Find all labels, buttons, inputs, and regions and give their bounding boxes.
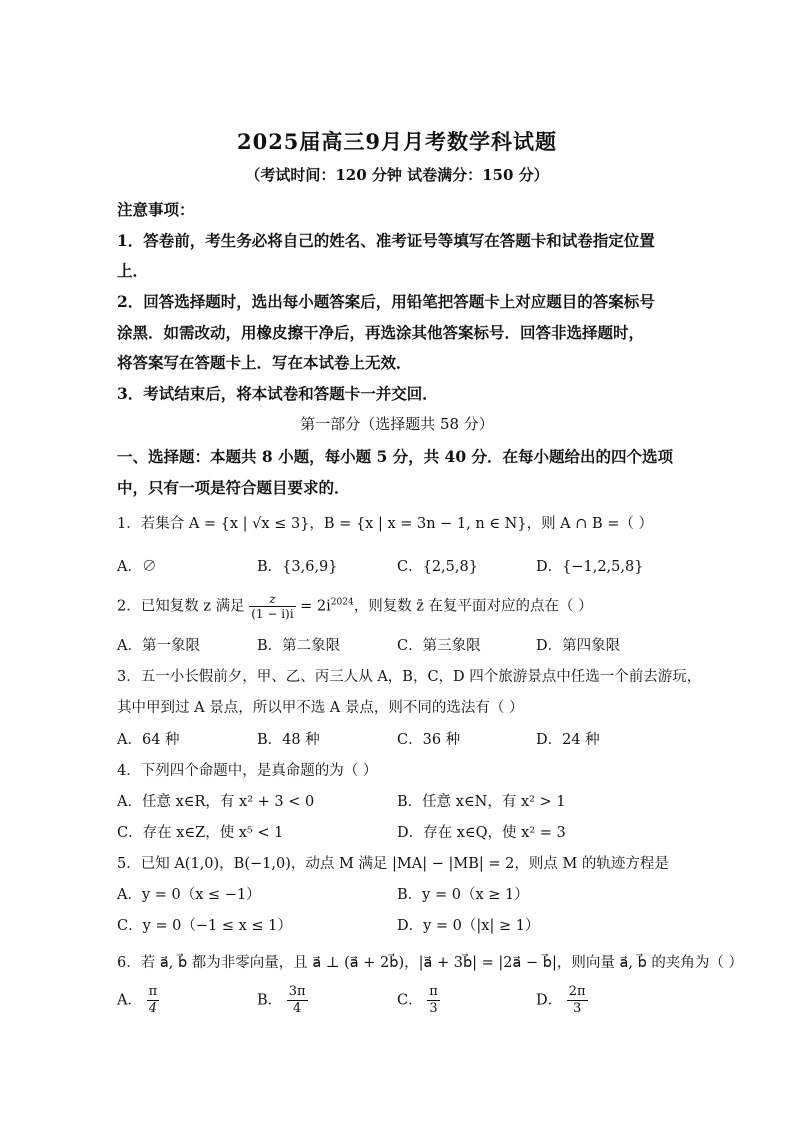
q2-stem xyxy=(117,592,593,621)
q6-a-num: π xyxy=(148,984,158,999)
note-1-line-1: 1．答卷前，考生务必将自己的姓名、准考证号等填写在答题卡和试卷指定位置 xyxy=(117,231,655,250)
q3-option-b: B．48 种 xyxy=(257,732,320,748)
q5-option-d: D．y = 0（|x| ≥ 1） xyxy=(397,918,540,934)
q1-stem: 1．若集合 A = {x | √x ≤ 3}，B = {x | x = 3n − 1, n ∈ N}，则 A ∩ B =（ ） xyxy=(117,516,654,532)
q6-b-num: 3π xyxy=(288,984,306,999)
q6-a-den: 4 xyxy=(148,1001,157,1016)
exam-title: 2025届高三9月月考数学科试题 xyxy=(236,129,558,154)
q6-option-b xyxy=(257,984,308,1017)
q2-option-a: A．第一象限 xyxy=(117,638,200,654)
q6-c-den: 3 xyxy=(429,1001,438,1016)
q4-option-a: A．任意 x∈R，有 x² + 3 < 0 xyxy=(117,794,315,810)
q4-stem: 4．下列四个命题中，是真命题的为（ ） xyxy=(117,763,378,779)
q3-option-a: A．64 种 xyxy=(117,732,180,748)
q6-c-num: π xyxy=(429,984,438,999)
q4-option-b: B．任意 x∈N，有 x² > 1 xyxy=(397,794,566,810)
q3-option-d: D．24 种 xyxy=(536,732,600,748)
exam-subtitle: （考试时间：120 分钟 试卷满分：150 分） xyxy=(245,166,549,184)
q6-option-b-label: B． xyxy=(257,992,283,1009)
q2-fraction xyxy=(249,592,295,621)
note-2-line-3: 将答案写在答题卡上．写在本试卷上无效． xyxy=(117,353,412,372)
q5-option-c: C．y = 0（−1 ≤ x ≤ 1） xyxy=(117,918,292,934)
q6-option-c-label: C． xyxy=(397,992,423,1009)
q6-option-c-fraction xyxy=(427,984,440,1017)
q6-option-d xyxy=(536,984,588,1017)
section-1-line-2: 中，只有一项是符合题目要求的． xyxy=(117,478,350,497)
q5-option-b: B．y = 0（x ≥ 1） xyxy=(397,887,529,903)
q6-option-d-label: D． xyxy=(536,992,563,1009)
q2-option-d: D．第四象限 xyxy=(536,638,621,654)
q4-option-d: D．存在 x∈Q，使 x² = 3 xyxy=(397,825,566,841)
q5-stem: 5．已知 A(1,0)，B(−1,0)，动点 M 满足 |MA| − |MB| = 2，则点 M 的轨迹方程是 xyxy=(117,856,669,872)
q1-option-c: C．{2,5,8} xyxy=(397,559,478,575)
note-3: 3．考试结束后，将本试卷和答题卡一并交回． xyxy=(117,384,438,403)
note-2-line-2: 涂黑．如需改动，用橡皮擦干净后，再选涂其他答案标号．回答非选择题时， xyxy=(117,323,645,342)
q6-d-num: 2π xyxy=(568,984,586,999)
q6-d-den: 3 xyxy=(573,1001,582,1016)
q2-exponent: 2024 xyxy=(330,597,354,608)
q2-frac-num: z xyxy=(249,592,295,607)
q6-b-den: 4 xyxy=(293,1001,302,1016)
q6-stem: 6．若 a⃗, b⃗ 都为非零向量，且 a⃗ ⊥ (a⃗ + 2b⃗)，|a⃗ + 3b⃗| = |2a⃗ − b⃗|，则向量 a⃗, b⃗ 的夹角为（ ） xyxy=(117,955,744,971)
part-1-heading: 第一部分（选择题共 58 分） xyxy=(300,415,494,433)
section-1-line-1: 一、选择题：本题共 8 小题，每小题 5 分，共 40 分．在每小题给出的四个选项 xyxy=(117,447,674,466)
q1-option-d: D．{−1,2,5,8} xyxy=(536,559,644,575)
q2-stem-pre: 2．已知复数 z 满足 xyxy=(117,598,245,615)
q5-option-a: A．y = 0（x ≤ −1） xyxy=(117,887,261,903)
q1-option-b: B．{3,6,9} xyxy=(257,559,338,575)
q2-stem-tail: ，则复数 z̄ 在复平面对应的点在（ ） xyxy=(353,598,593,615)
notes-heading: 注意事项： xyxy=(117,200,195,219)
note-2-line-1: 2．回答选择题时，选出每小题答案后，用铅笔把答题卡上对应题目的答案标号 xyxy=(117,292,655,311)
q2-option-c: C．第三象限 xyxy=(397,638,481,654)
note-1-line-2: 上． xyxy=(117,261,149,280)
q6-option-b-fraction xyxy=(287,984,308,1017)
q6-option-a xyxy=(117,984,159,1017)
q1-option-a: A．∅ xyxy=(117,559,157,575)
q6-option-d-fraction xyxy=(567,984,588,1017)
q3-line-2: 其中甲到过 A 景点，所以甲不选 A 景点，则不同的选法有（ ） xyxy=(117,700,524,716)
q3-option-c: C．36 种 xyxy=(397,732,461,748)
q2-stem-post: = 2i xyxy=(300,598,331,615)
q3-line-1: 3．五一小长假前夕，甲、乙、丙三人从 A，B，C，D 四个旅游景点中任选一个前去游玩， xyxy=(117,669,702,685)
q4-option-c: C．存在 x∈Z，使 x⁵ < 1 xyxy=(117,825,284,841)
q2-frac-den: (1 − i)i xyxy=(251,607,294,621)
q2-option-b: B．第二象限 xyxy=(257,638,341,654)
q6-option-c xyxy=(397,984,440,1017)
q6-option-a-label: A． xyxy=(117,992,142,1009)
q6-option-a-fraction xyxy=(147,984,160,1017)
